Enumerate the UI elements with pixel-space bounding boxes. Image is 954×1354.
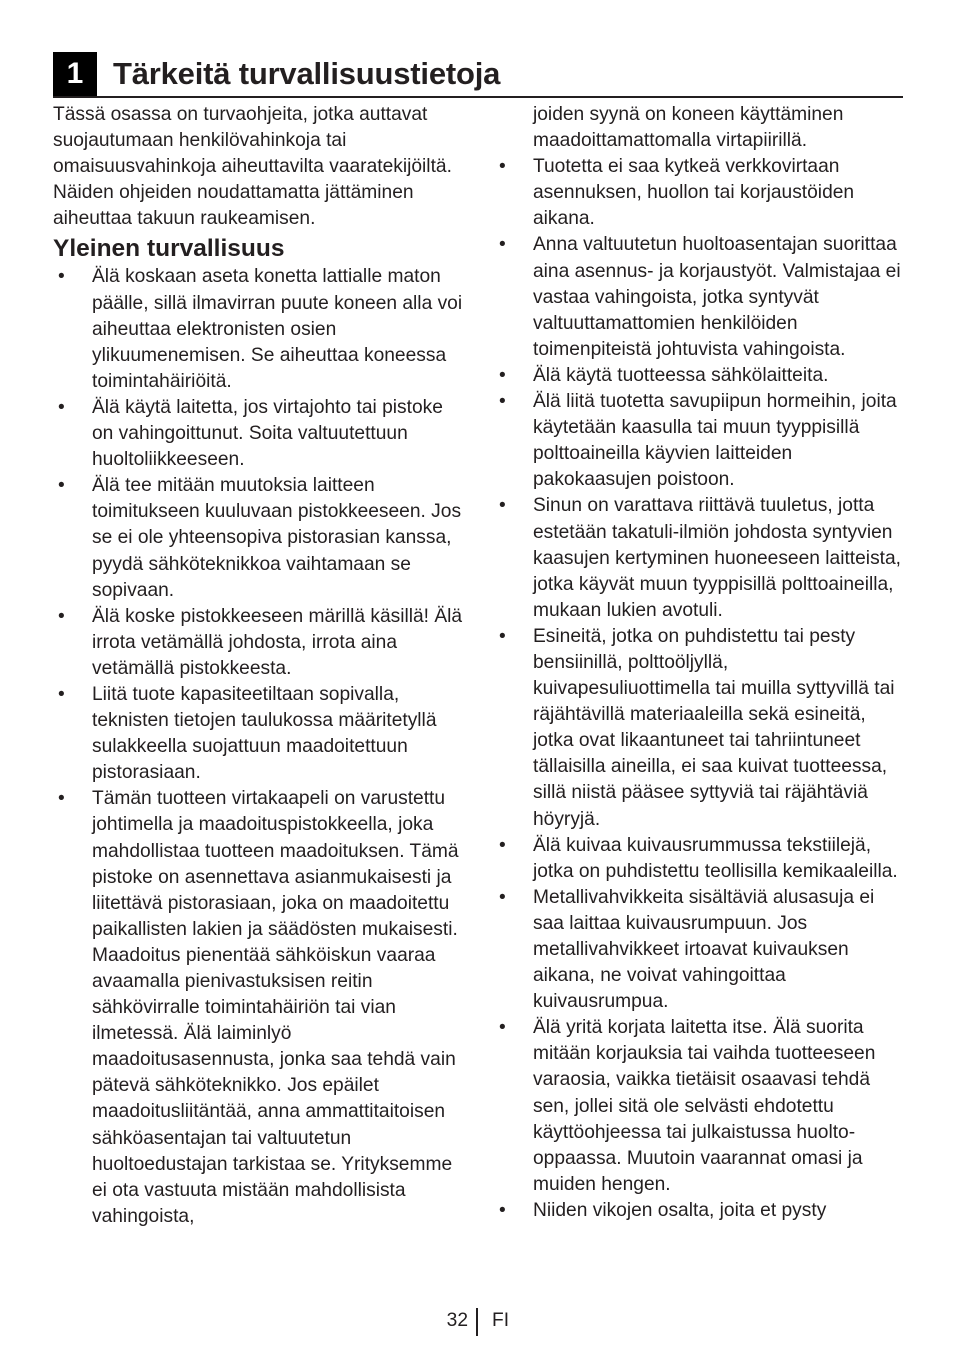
chapter-number-badge: 1 <box>53 52 97 96</box>
list-item: • Älä koske pistokkeeseen märillä käsillä! Älä irrota vetämällä johdosta, irrota aina vetämällä pistokkeesta. <box>53 604 463 682</box>
section-heading: Yleinen turvallisuus <box>53 235 285 263</box>
list-item: • Anna valtuutetun huoltoasentajan suorittaa aina asennus- ja korjaustyöt. Valmistajaa ei vastaa vahingoista, jotka syntyvät valtuuttamattomien henkilöiden toimenpiteistä johtuvista vahingoista. <box>494 232 906 362</box>
page-footer <box>0 1306 954 1336</box>
right-column <box>494 102 906 1224</box>
page-number: 32 <box>446 1310 468 1331</box>
chapter-header <box>53 52 903 98</box>
footer-divider <box>476 1308 478 1336</box>
intro-paragraph: Tässä osassa on turvaohjeita, jotka auttavat suojautumaan henkilövahinkoja tai omaisuusvahinkoja aiheuttavilta vaaratekijöiltä. Näiden ohjeiden noudattamatta jättäminen aiheuttaa takuun raukeamisen. <box>53 104 452 230</box>
list-item: • Tämän tuotteen virtakaapeli on varustettu johtimella ja maadoituspistokkeella, joka mahdollistaa tuotteen maadoituksen. Tämä pistoke on asennettava asianmukaisesti ja liitettävä pistorasiaan, joka on maadoitettu paikallisten lakien ja säädösten mukaisesti. Maadoitus pienentää sähköiskun vaaraa avaamalla pienivastuksisen reitin sähkövirralle toimintahäiriön tai vian ilmetessä. Älä laiminlyö maadoitusasennusta, jonka saa tehdä vain pätevä sähköteknikko. Jos epäilet maadoitusliitäntää, anna ammattitaitoisen sähköasentajan tai valtuutetun huoltoedustajan tarkistaa se. Yrityksemme ei ota vastuuta mistään mahdollisista vahingoista, <box>53 786 463 1230</box>
left-bullet-list <box>53 264 463 1229</box>
list-item: • Niiden vikojen osalta, joita et pysty <box>494 1198 906 1224</box>
list-item: • Älä koskaan aseta konetta lattialle maton päälle, sillä ilmavirran puute koneen alla voi aiheuttaa elektronisten osien ylikuumenemisen. Se aiheuttaa koneessa toimintahäiriöitä. <box>53 264 463 394</box>
list-item: • Liitä tuote kapasiteetiltaan sopivalla, teknisten tietojen taulukossa määritetyllä sulakkeella suojattuun maadoitettuun pistorasiaan. <box>53 682 463 786</box>
left-column <box>53 102 463 1230</box>
list-item: • Älä käytä tuotteessa sähkölaitteita. <box>494 363 906 389</box>
language-code: FI <box>492 1310 510 1331</box>
right-bullet-list <box>494 154 906 1224</box>
list-item: • Älä liitä tuotetta savupiipun hormeihin, joita käytetään kaasulla tai muun tyyppisillä polttoaineilla käyvien laitteiden pakokaasujen poistoon. <box>494 389 906 493</box>
chapter-title: Tärkeitä turvallisuustietoja <box>113 56 501 91</box>
list-item: • Älä yritä korjata laitetta itse. Älä suorita mitään korjauksia tai vaihda tuotteeseen varaosia, vaikka tietäisit osaavasi tehdä sen, jollei sitä ole selvästi ehdotettu käyttöohjeessa tai julkaistussa huolto-oppaassa. Muutoin vaarannat omasi ja muiden hengen. <box>494 1015 906 1198</box>
list-item: • Tuotetta ei saa kytkeä verkkovirtaan asennuksen, huollon tai korjaustöiden aikana. <box>494 154 906 232</box>
list-item: • Älä kuivaa kuivausrummussa tekstiilejä, jotka on puhdistettu teollisilla kemikaaleilla. <box>494 833 906 885</box>
continued-text: joiden syynä on koneen käyttäminen maadoittamattomalla virtapiirillä. <box>533 104 844 152</box>
list-item: • Metallivahvikkeita sisältäviä alusasuja ei saa laittaa kuivausrumpuun. Jos metallivahvikkeet irtoavat kuivauksen aikana, ne voivat vahingoittaa kuivausrumpua. <box>494 885 906 1015</box>
list-item: • Älä tee mitään muutoksia laitteen toimitukseen kuuluvaan pistokkeeseen. Jos se ei ole yhteensopiva pistorasian kanssa, pyydä sähköteknikkoa vaihtamaan se sopivaan. <box>53 473 463 603</box>
list-item: • Älä käytä laitetta, jos virtajohto tai pistoke on vahingoittunut. Soita valtuutettuun huoltoliikkeeseen. <box>53 395 463 473</box>
list-item: • Sinun on varattava riittävä tuuletus, jotta estetään takatuli-ilmiön johdosta syntyvien kaasujen kertyminen huoneeseen laitteista, jotka käyvät muun tyyppisillä polttoaineilla, mukaan lukien avotuli. <box>494 493 906 623</box>
list-item: • Esineitä, jotka on puhdistettu tai pesty bensiinillä, polttoöljyllä, kuivapesuliuottimella tai muilla syttyvillä tai räjähtävillä materiaaleilla sekä esineitä, jotka ovat likaantuneet tai tahriintuneet tällaisilla aineilla, ei saa kuivat tuotteessa, sillä niistä pääsee syttyviä tai räjähtäviä höyryjä. <box>494 624 906 833</box>
